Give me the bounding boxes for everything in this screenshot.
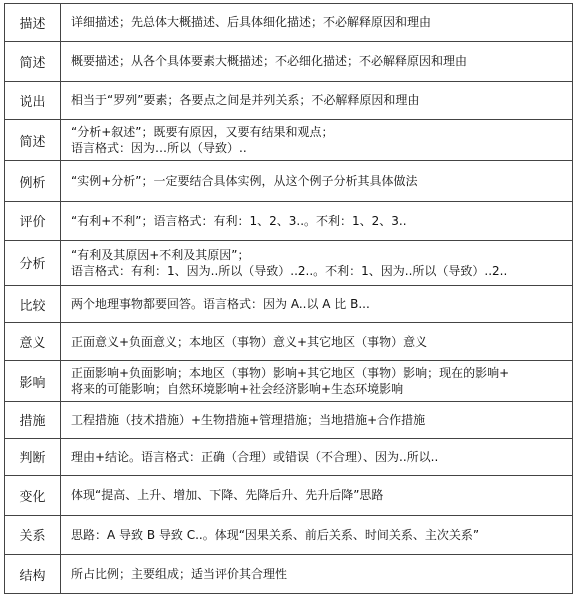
term-cell: 说出 — [5, 82, 61, 120]
description-line: 工程措施（技术措施）+生物措施+管理措施；当地措施+合作措施 — [71, 412, 426, 427]
table-row — [5, 286, 573, 323]
description-line: 概要描述；从各个具体要素大概描述；不必细化描述；不必解释原因和理由 — [71, 54, 468, 69]
terms-table — [4, 3, 573, 594]
table-row — [5, 82, 573, 120]
description-cell — [61, 161, 573, 202]
description-line: “有利及其原因+不利及其原因”； — [71, 247, 250, 262]
term-cell: 变化 — [5, 476, 61, 516]
description-line: 详细描述；先总体大概描述、后具体细化描述；不必解释原因和理由 — [71, 15, 432, 30]
description-line: 语言格式：因为…所以（导致）.. — [71, 141, 247, 156]
description-line: “分析+叙述”；既要有原因，又要有结果和观点； — [71, 125, 334, 140]
table-row — [5, 161, 573, 202]
description-cell — [61, 322, 573, 361]
term-cell: 措施 — [5, 401, 61, 438]
term-cell: 结构 — [5, 555, 61, 594]
table-row — [5, 41, 573, 82]
term-cell: 意义 — [5, 322, 61, 361]
description-line: 理由+结论。语言格式：正确（合理）或错误（不合理）、因为..所以.. — [71, 449, 439, 464]
table-row — [5, 476, 573, 516]
description-cell — [61, 41, 573, 82]
term-cell: 简述 — [5, 119, 61, 161]
description-line: 正面影响+负面影响；本地区（事物）影响+其它地区（事物）影响；现在的影响+ — [71, 366, 510, 381]
description-line: 两个地理事物都要回答。语言格式：因为 A..以 A 比 B... — [71, 297, 370, 311]
table-row — [5, 401, 573, 438]
description-cell — [61, 4, 573, 42]
table-row — [5, 515, 573, 555]
description-cell — [61, 476, 573, 516]
table-row — [5, 322, 573, 361]
description-cell — [61, 555, 573, 594]
description-cell — [61, 438, 573, 476]
term-cell: 例析 — [5, 161, 61, 202]
description-cell — [61, 240, 573, 286]
description-cell — [61, 515, 573, 555]
description-line: “实例+分析”；一定要结合具体实例，从这个例子分析其具体做法 — [71, 174, 418, 189]
term-cell: 判断 — [5, 438, 61, 476]
description-line: 体现“提高、上升、增加、下降、先降后升、先升后降”思路 — [71, 488, 384, 503]
description-line: 正面意义+负面意义；本地区（事物）意义+其它地区（事物）意义 — [71, 334, 428, 349]
table-row — [5, 240, 573, 286]
description-line: 思路：A 导致 B 导致 C..。体现“因果关系、前后关系、时间关系、主次关系” — [71, 527, 480, 542]
description-cell — [61, 82, 573, 120]
table-row — [5, 4, 573, 42]
description-cell — [61, 201, 573, 240]
term-cell: 比较 — [5, 286, 61, 323]
description-cell — [61, 361, 573, 402]
table-row — [5, 119, 573, 161]
description-line: “有利+不利”；语言格式：有利：1、2、3..。不利：1、2、3.. — [71, 213, 407, 228]
term-cell: 简述 — [5, 41, 61, 82]
term-cell: 影响 — [5, 361, 61, 402]
description-line: 语言格式：有利：1、因为..所以（导致）..2..。不利：1、因为..所以（导致）..2.. — [71, 263, 508, 278]
term-cell: 关系 — [5, 515, 61, 555]
description-cell — [61, 401, 573, 438]
table-row — [5, 438, 573, 476]
description-line: 所占比例；主要组成；适当评价其合理性 — [71, 567, 288, 582]
term-cell: 描述 — [5, 4, 61, 42]
table-row — [5, 555, 573, 594]
table-row — [5, 361, 573, 402]
description-line: 将来的可能影响；自然环境影响+社会经济影响+生态环境影响 — [71, 382, 404, 397]
term-cell: 分析 — [5, 240, 61, 286]
description-cell — [61, 119, 573, 161]
description-line: 相当于“罗列”要素；各要点之间是并列关系；不必解释原因和理由 — [71, 93, 420, 108]
term-cell: 评价 — [5, 201, 61, 240]
table-row — [5, 201, 573, 240]
description-cell — [61, 286, 573, 323]
